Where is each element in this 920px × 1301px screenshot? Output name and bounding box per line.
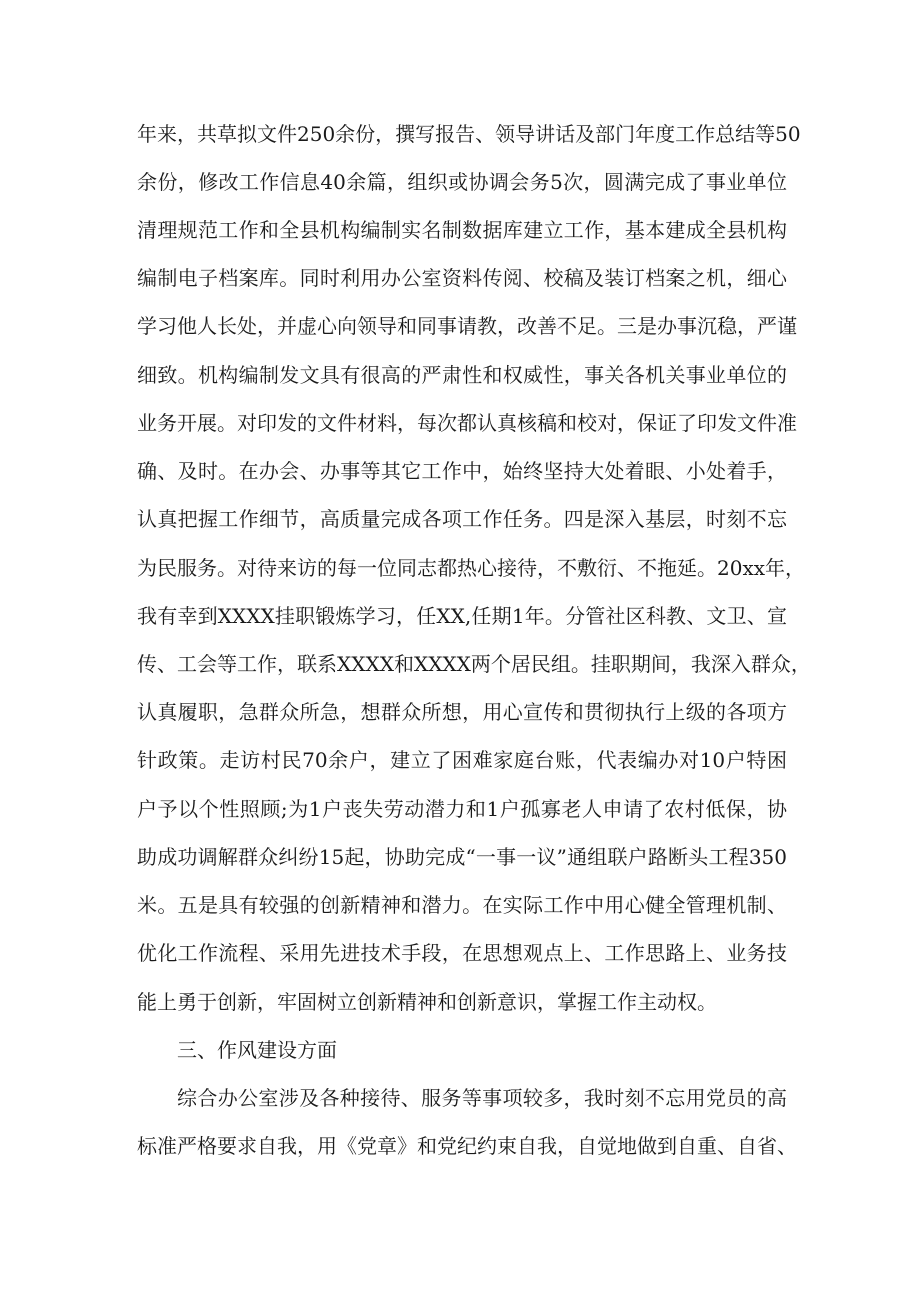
text-line: 能上勇于创新，牢固树立创新精神和创新意识，掌握工作主动权。 xyxy=(137,990,717,1014)
text-line: 业务开展。对印发的文件材料，每次都认真核稿和校对，保证了印发文件准 xyxy=(137,411,797,435)
text-line: 标准严格要求自我，用《党章》和党纪约束自我，自觉地做到自重、自省、 xyxy=(137,1134,797,1158)
text-line: 我有幸到XXXX挂职锻炼学习，任XX,任期1年。分管社区科教、文卫、宣 xyxy=(137,604,787,628)
text-line: 助成功调解群众纠纷15起，协助完成“一事一议”通组联户路断头工程350 xyxy=(137,845,787,869)
text-line: 为民服务。对待来访的每一位同志都热心接待，不敷衍、不拖延。20xx年， xyxy=(137,556,806,580)
text-line: 认真把握工作细节，高质量完成各项工作任务。四是深入基层，时刻不忘 xyxy=(137,507,787,531)
text-line: 米。五是具有较强的创新精神和潜力。在实际工作中用心健全管理机制、 xyxy=(137,893,787,917)
text-line: 学习他人长处，并虚心向领导和同事请教，改善不足。三是办事沉稳，严谨 xyxy=(137,314,797,338)
text-line: 传、工会等工作，联系XXXX和XXXX两个居民组。挂职期间，我深入群众， xyxy=(137,652,811,676)
text-line: 编制电子档案库。同时利用办公室资料传阅、校稿及装订档案之机，细心 xyxy=(137,266,787,290)
text-line: 年来，共草拟文件250余份，撰写报告、领导讲话及部门年度工作总结等50 xyxy=(137,122,801,146)
paragraph-first-line: 综合办公室涉及各种接待、服务等事项较多，我时刻不忘用党员的高 xyxy=(177,1086,787,1110)
text-line: 认真履职，急群众所急，想群众所想，用心宣传和贯彻执行上级的各项方 xyxy=(137,700,787,724)
text-line: 细致。机构编制发文具有很高的严肃性和权威性，事关各机关事业单位的 xyxy=(137,363,787,387)
text-line: 户予以个性照顾;为1户丧失劳动潜力和1户孤寡老人申请了农村低保，协 xyxy=(137,797,787,821)
text-line: 确、及时。在办会、办事等其它工作中，始终坚持大处着眼、小处着手， xyxy=(137,459,787,483)
section-heading: 三、作风建设方面 xyxy=(177,1038,337,1062)
text-line: 针政策。走访村民70余户，建立了困难家庭台账，代表编办对10户特困 xyxy=(137,748,787,772)
text-line: 余份，修改工作信息40余篇，组织或协调会务5次，圆满完成了事业单位 xyxy=(137,170,787,194)
text-line: 清理规范工作和全县机构编制实名制数据库建立工作，基本建成全县机构 xyxy=(137,218,787,242)
text-line: 优化工作流程、采用先进技术手段，在思想观点上、工作思路上、业务技 xyxy=(137,941,787,965)
